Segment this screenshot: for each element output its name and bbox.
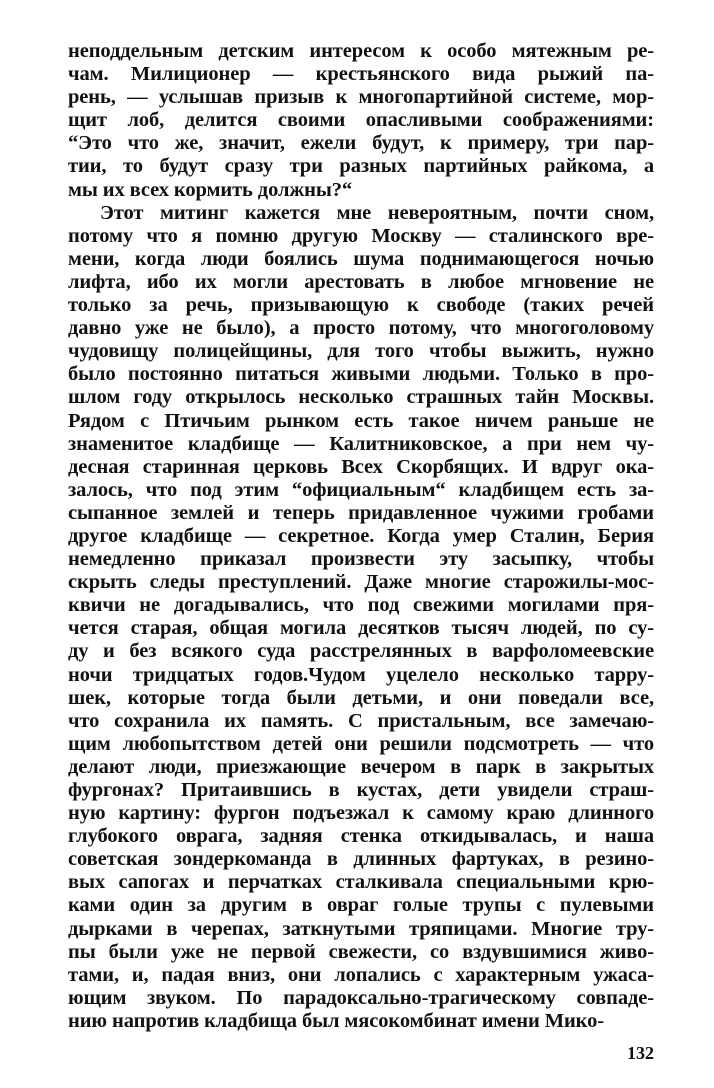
- text-line: сыпанное землей и теперь придавленное чужими гробами: [68, 501, 654, 524]
- text-line: десная старинная церковь Всех Скорбящих. И вдруг ока-: [68, 455, 654, 478]
- paragraph: [68, 40, 654, 202]
- text-line: нию напротив кладбища был мясокомбинат имени Мико-: [68, 1009, 604, 1032]
- text-line: глубокого оврага, задняя стенка откидывалась, и наша: [68, 825, 654, 848]
- text-line: давно уже не было), а просто потому, что многоголовому: [68, 317, 654, 340]
- document-body: [68, 40, 654, 1033]
- text-line: шек, которые тогда были детьми, и они поведали все,: [68, 686, 654, 709]
- text-line: потому что я помню другую Москву — сталинского вре-: [68, 224, 654, 247]
- text-line: ночи тридцатых годов.Чудом уцелело несколько тарру-: [68, 663, 654, 686]
- text-line: советская зондеркоманда в длинных фартуках, в резино-: [68, 848, 654, 871]
- text-line: ками один за другим в овраг голые трупы с пулевыми: [68, 894, 654, 917]
- text-line: чется старая, общая могила десятков тысяч людей, по су-: [68, 617, 654, 640]
- text-line: немедленно приказал произвести эту засыпку, чтобы: [68, 548, 654, 571]
- text-line: скрыть следы преступлений. Даже многие старожилы-мос-: [68, 571, 654, 594]
- text-line: залось, что под этим “официальным“ кладбищем есть за-: [68, 478, 654, 501]
- text-line: дырками в черепах, заткнутыми тряпицами. Многие тру-: [68, 917, 654, 940]
- text-line: ду и без всякого суда расстрелянных в варфоломеевские: [68, 640, 654, 663]
- text-line: Рядом с Птичьим рынком есть такое ничем раньше не: [68, 409, 654, 432]
- text-line: вых сапогах и перчатках сталкивала специальными крю-: [68, 871, 654, 894]
- text-line: квичи не догадывались, что под свежими могилами пря-: [68, 594, 654, 617]
- text-line: ющим звуком. По парадоксально-трагическому совпаде-: [68, 986, 654, 1009]
- text-line: шлом году открылось несколько страшных тайн Москвы.: [68, 386, 654, 409]
- text-line: чам. Милиционер — крестьянского вида рыжий па-: [68, 63, 654, 86]
- text-line: мени, когда люди боялись шума поднимающегося ночью: [68, 247, 654, 270]
- text-line: делают люди, приезжающие вечером в парк в закрытых: [68, 755, 654, 778]
- text-line: чудовищу полицейщины, для того чтобы выжить, нужно: [68, 340, 654, 363]
- text-line: пы были уже не первой свежести, со вздувшимися живо-: [68, 940, 654, 963]
- text-line: мы их всех кормить должны?“: [68, 178, 353, 201]
- text-line: фургонах? Притаившись в кустах, дети увидели страш-: [68, 779, 654, 801]
- text-line: лифта, ибо их могли арестовать в любое мгновение не: [68, 270, 654, 293]
- paragraph: [68, 202, 654, 1033]
- text-line: щит лоб, делится своими опасливыми соображениями:: [68, 109, 654, 132]
- text-line: тами, и, падая вниз, они лопались с характерным ужаса-: [68, 963, 654, 986]
- text-line: только за речь, призывающую к свободе (таких речей: [68, 294, 654, 317]
- text-line: неподдельным детским интересом к особо мятежным ре-: [68, 40, 654, 62]
- text-line: Этот митинг кажется мне невероятным, почти сном,: [100, 201, 654, 224]
- text-line: другое кладбище — секретное. Когда умер Сталин, Берия: [68, 524, 654, 547]
- text-line: ную картину: фургон подъезжал к самому краю длинного: [68, 802, 654, 825]
- text-line: знаменитое кладбище — Калитниковское, а при нем чу-: [68, 432, 654, 455]
- page-number: 132: [627, 1043, 654, 1063]
- text-line: что сохранила их память. С пристальным, все замечаю-: [68, 709, 654, 732]
- text-line: было постоянно питаться живыми людьми. Только в про-: [68, 363, 654, 386]
- text-line: “Это что же, значит, ежели будут, к примеру, три пар-: [68, 132, 654, 155]
- document-page: [68, 40, 654, 1033]
- text-line: тии, то будут сразу три разных партийных райкома, а: [68, 155, 654, 178]
- text-line: щим любопытством детей они решили подсмотреть — что: [68, 732, 654, 755]
- text-line: рень, — услышав призыв к многопартийной системе, мор-: [68, 86, 654, 109]
